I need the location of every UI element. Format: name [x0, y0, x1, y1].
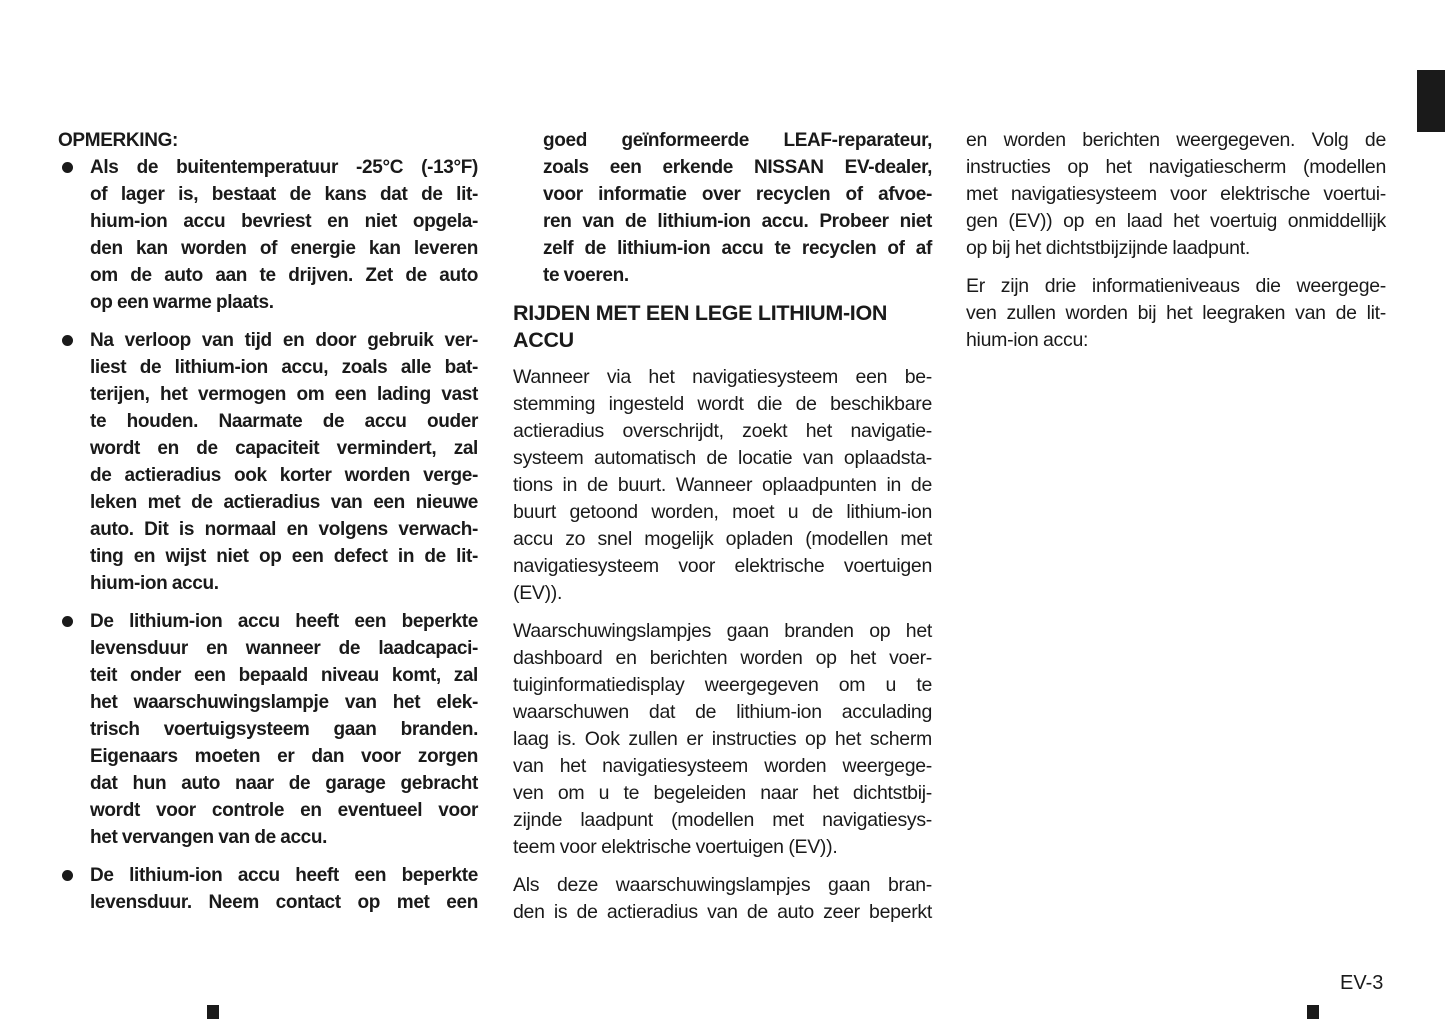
- paragraph: [513, 872, 932, 926]
- text-line: navigatiesysteem voor elektrische voertuigen: [513, 555, 932, 577]
- bullet-icon: [62, 335, 73, 346]
- bullet-item: [58, 608, 478, 851]
- text-line: RIJDEN MET EEN LEGE LITHIUM-ION: [513, 301, 888, 325]
- text-line: ting en wijst niet op een defect in de lit-: [90, 546, 478, 567]
- body-text: [513, 364, 932, 926]
- bullet-icon: [62, 162, 73, 173]
- text-line: levensduur. Neem contact op met een: [90, 892, 478, 913]
- text-line: auto. Dit is normaal en volgens verwach-: [90, 519, 478, 540]
- text-line: tions in de buurt. Wanneer oplaadpunten in de: [513, 474, 932, 496]
- text-line: te voeren.: [543, 265, 629, 286]
- text-line: Als deze waarschuwingslampjes gaan bran-: [513, 874, 932, 896]
- text-line: zelf de lithium-ion accu te recyclen of af: [543, 238, 932, 259]
- text-line: Waarschuwingslampjes gaan branden op het: [513, 620, 932, 642]
- column-3: [966, 127, 1386, 365]
- text-line: den is de actieradius van de auto zeer beperkt: [513, 901, 932, 923]
- paragraph: [966, 273, 1386, 354]
- text-line: ven om u te begeleiden naar het dichtstbij-: [513, 782, 932, 804]
- text-line: of lager is, bestaat de kans dat de lit-: [90, 184, 478, 205]
- text-line: tuiginformatiedisplay weergegeven om u te: [513, 674, 932, 696]
- text-line: hium-ion accu bevriest en niet opgela-: [90, 211, 478, 232]
- column-2: [513, 127, 932, 937]
- text-line: de actieradius ook korter worden verge-: [90, 465, 478, 486]
- text-line: gen (EV)) op en laad het voertuig onmiddellijk: [966, 210, 1386, 232]
- text-line: accu zo snel mogelijk opladen (modellen met: [513, 528, 932, 550]
- text-line: liest de lithium-ion accu, zoals alle bat-: [90, 357, 478, 378]
- text-line: systeem automatisch de locatie van oplaadsta-: [513, 447, 932, 469]
- paragraph: [513, 364, 932, 607]
- text-line: stemming ingesteld wordt die de beschikbare: [513, 393, 932, 415]
- text-line: terijen, het vermogen om een lading vast: [90, 384, 478, 405]
- bullet-item: [58, 862, 478, 916]
- text-line: ven zullen worden bij het leegraken van de lit-: [966, 302, 1386, 324]
- column-1: [58, 127, 478, 927]
- note-bullet-list: [58, 154, 478, 916]
- section-tab-marker: [1417, 70, 1445, 132]
- text-line: instructies op het navigatiescherm (modellen: [966, 156, 1386, 178]
- paragraph: [966, 127, 1386, 262]
- text-line: wordt en de capaciteit vermindert, zal: [90, 438, 478, 459]
- text-line: wordt voor controle en eventueel voor: [90, 800, 478, 821]
- text-line: levensduur en wanneer de laadcapaci-: [90, 638, 478, 659]
- text-line: en worden berichten weergegeven. Volg de: [966, 129, 1386, 151]
- note-continuation: [513, 127, 932, 289]
- paragraph: [513, 618, 932, 861]
- text-line: laag is. Ook zullen er instructies op het scherm: [513, 728, 932, 750]
- text-line: De lithium-ion accu heeft een beperkte: [90, 865, 478, 886]
- section-heading: [513, 300, 932, 354]
- bullet-item: [58, 327, 478, 597]
- text-line: den kan worden of energie kan leveren: [90, 238, 478, 259]
- text-line: ren van de lithium-ion accu. Probeer niet: [543, 211, 932, 232]
- text-line: trisch voertuigsysteem gaan branden.: [90, 719, 478, 740]
- text-line: het waarschuwingslampje van het elek-: [90, 692, 478, 713]
- bullet-icon: [62, 870, 73, 881]
- text-line: hium-ion accu:: [966, 329, 1089, 351]
- note-title: OPMERKING:: [58, 130, 179, 151]
- text-line: Als de buitentemperatuur -25°C (-13°F): [90, 157, 478, 178]
- text-line: hium-ion accu.: [90, 573, 219, 594]
- crop-mark: [207, 1005, 219, 1019]
- text-line: (EV)).: [513, 582, 563, 604]
- text-line: De lithium-ion accu heeft een beperkte: [90, 611, 478, 632]
- text-line: buurt getoond worden, moet u de lithium-ion: [513, 501, 932, 523]
- text-line: goed geïnformeerde LEAF-reparateur,: [543, 130, 932, 151]
- text-line: teit onder een bepaald niveau komt, zal: [90, 665, 478, 686]
- text-line: op een warme plaats.: [90, 292, 274, 313]
- text-line: leken met de actieradius van een nieuwe: [90, 492, 478, 513]
- text-line: zijnde laadpunt (modellen met navigatiesys-: [513, 809, 932, 831]
- text-line: het vervangen van de accu.: [90, 827, 328, 848]
- text-line: Er zijn drie informatieniveaus die weergege-: [966, 275, 1386, 297]
- text-line: te houden. Naarmate de accu ouder: [90, 411, 478, 432]
- text-line: dashboard en berichten worden op het voer-: [513, 647, 932, 669]
- text-line: teem voor elektrische voertuigen (EV)).: [513, 836, 838, 858]
- text-line: zoals een erkende NISSAN EV-dealer,: [543, 157, 932, 178]
- text-line: waarschuwen dat de lithium-ion acculading: [513, 701, 932, 723]
- crop-mark: [1307, 1005, 1319, 1019]
- text-line: dat hun auto naar de garage gebracht: [90, 773, 478, 794]
- text-line: Wanneer via het navigatiesysteem een be-: [513, 366, 932, 388]
- text-line: met navigatiesysteem voor elektrische voertui-: [966, 183, 1386, 205]
- text-line: Eigenaars moeten er dan voor zorgen: [90, 746, 478, 767]
- text-line: om de auto aan te drijven. Zet de auto: [90, 265, 478, 286]
- text-line: ACCU: [513, 328, 574, 352]
- bullet-item: [58, 154, 478, 316]
- text-line: Na verloop van tijd en door gebruik ver-: [90, 330, 478, 351]
- page-number: EV-3: [1340, 972, 1384, 994]
- text-line: actieradius overschrijdt, zoekt het navigatie-: [513, 420, 932, 442]
- text-line: van het navigatiesysteem worden weergege-: [513, 755, 932, 777]
- text-line: op bij het dichtstbijzijnde laadpunt.: [966, 237, 1250, 259]
- bullet-icon: [62, 616, 73, 627]
- text-line: voor informatie over recyclen of afvoe-: [543, 184, 932, 205]
